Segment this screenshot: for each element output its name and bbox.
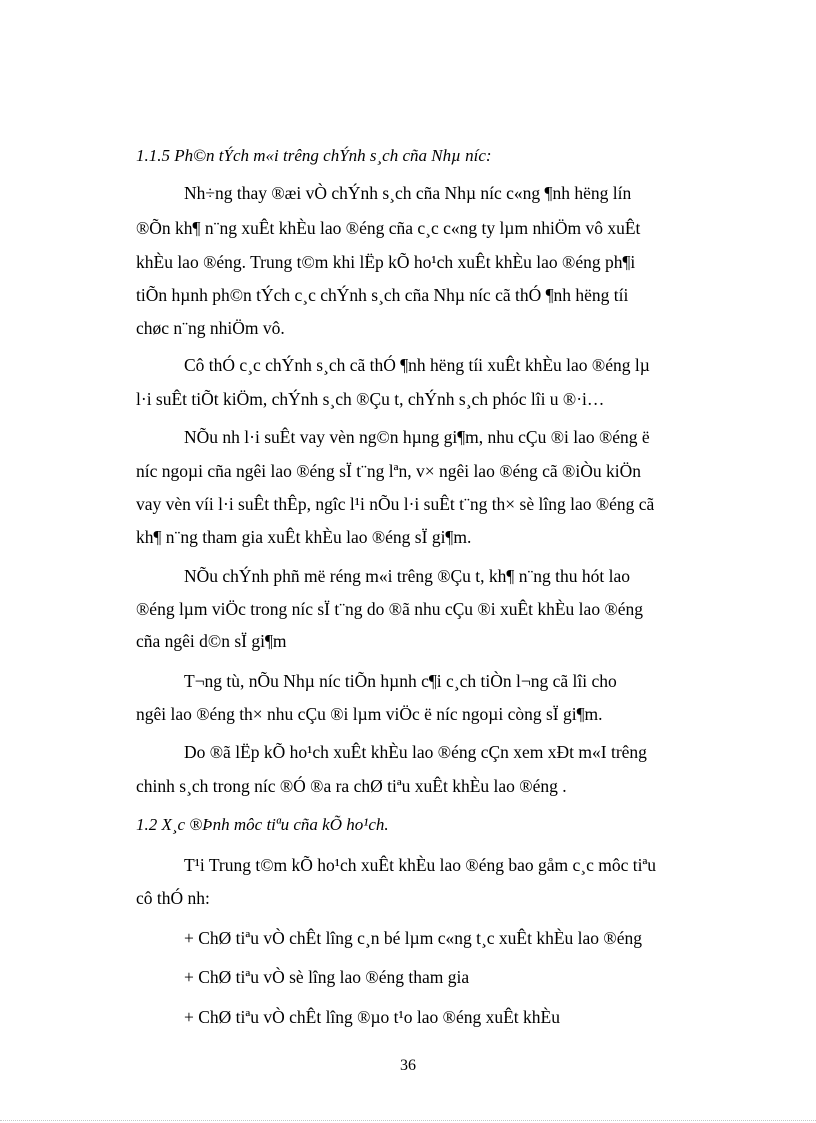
paragraph-3-line: níc ngoµi cña ngêi lao ®éng sÏ t¨ng lªn, v× ngêi lao ®éng cã ®iÒu kiÖn <box>136 461 641 481</box>
page-bottom-border <box>0 1120 816 1121</box>
paragraph-4-line: cña ngêi d©n sÏ gi¶m <box>136 631 287 651</box>
target-list-item: + ChØ tiªu vÒ sè lîng lao ®éng tham gia <box>184 967 470 987</box>
paragraph-6-line: chinh s¸ch trong níc ®Ó ®a ra chØ tiªu xuÊt khÈu lao ®éng . <box>136 776 567 796</box>
paragraph-5-line: T¬ng tù, nÕu Nhµ níc tiÕn hµnh c¶i c¸ch tiÒn l¬ng cã lîi cho <box>184 671 617 691</box>
paragraph-1-line: Nh÷ng thay ®æi vÒ chÝnh s¸ch cña Nhµ níc c«ng ¶nh hëng lín <box>184 183 632 203</box>
target-list-item: + ChØ tiªu vÒ chÊt lîng ®µo t¹o lao ®éng xuÊt khÈu <box>184 1007 560 1027</box>
page-number: 36 <box>400 1057 416 1074</box>
paragraph-2-line: l·i suÊt tiÕt kiÖm, chÝnh s¸ch ®Çu t, chÝnh s¸ch phóc lîi u ®·i… <box>136 389 605 409</box>
paragraph-3-line: NÕu nh l·i suÊt vay vèn ng©n hµng gi¶m, nhu cÇu ®i lao ®éng ë <box>184 427 650 447</box>
section-heading-1-2: 1.2 X¸c ®Þnh môc tiªu cña kÕ ho¹ch. <box>136 815 389 834</box>
paragraph-4-line: NÕu chÝnh phñ më réng m«i trêng ®Çu t, kh¶ n¨ng thu hót lao <box>184 566 631 586</box>
paragraph-5-line: ngêi lao ®éng th× nhu cÇu ®i lµm viÖc ë níc ngoµi còng sÏ gi¶m. <box>136 704 603 724</box>
paragraph-1-line: chøc n¨ng nhiÖm vô. <box>136 318 285 338</box>
paragraph-1-line: ®Õn kh¶ n¨ng xuÊt khÈu lao ®éng cña c¸c c«ng ty lµm nhiÖm vô xuÊt <box>136 218 641 238</box>
paragraph-7-line: cô thÓ nh: <box>136 888 210 908</box>
paragraph-7-line: T¹i Trung t©m kÕ ho¹ch xuÊt khÈu lao ®éng bao gåm c¸c môc tiªu <box>184 855 657 875</box>
paragraph-3-line: kh¶ n¨ng tham gia xuÊt khÈu lao ®éng sÏ gi¶m. <box>136 527 472 547</box>
paragraph-3-line: vay vèn víi l·i suÊt thÊp, ngîc l¹i nÕu l·i suÊt t¨ng th× sè lîng lao ®éng cã <box>136 494 655 514</box>
paragraph-4-line: ®éng lµm viÖc trong níc sÏ t¨ng do ®ã nhu cÇu ®i xuÊt khÈu lao ®éng <box>136 599 644 619</box>
paragraph-2-line: Cô thÓ c¸c chÝnh s¸ch cã thÓ ¶nh hëng tíi xuÊt khÈu lao ®éng lµ <box>184 355 650 375</box>
paragraph-1-line: tiÕn hµnh ph©n tÝch c¸c chÝnh s¸ch cña Nhµ níc cã thÓ ¶nh hëng tíi <box>136 285 629 305</box>
paragraph-6-line: Do ®ã lËp kÕ ho¹ch xuÊt khÈu lao ®éng cÇn xem xÐt m«I trêng <box>184 742 647 762</box>
section-heading-1-1-5: 1.1.5 Ph©n tÝch m«i trêng chÝnh s¸ch cña Nhµ níc: <box>136 146 492 165</box>
target-list-item: + ChØ tiªu vÒ chÊt lîng c¸n bé lµm c«ng t¸c xuÊt khÈu lao ®éng <box>184 928 642 948</box>
paragraph-1-line: khÈu lao ®éng. Trung t©m khi lËp kÕ ho¹ch xuÊt khÈu lao ®éng ph¶i <box>136 252 636 272</box>
